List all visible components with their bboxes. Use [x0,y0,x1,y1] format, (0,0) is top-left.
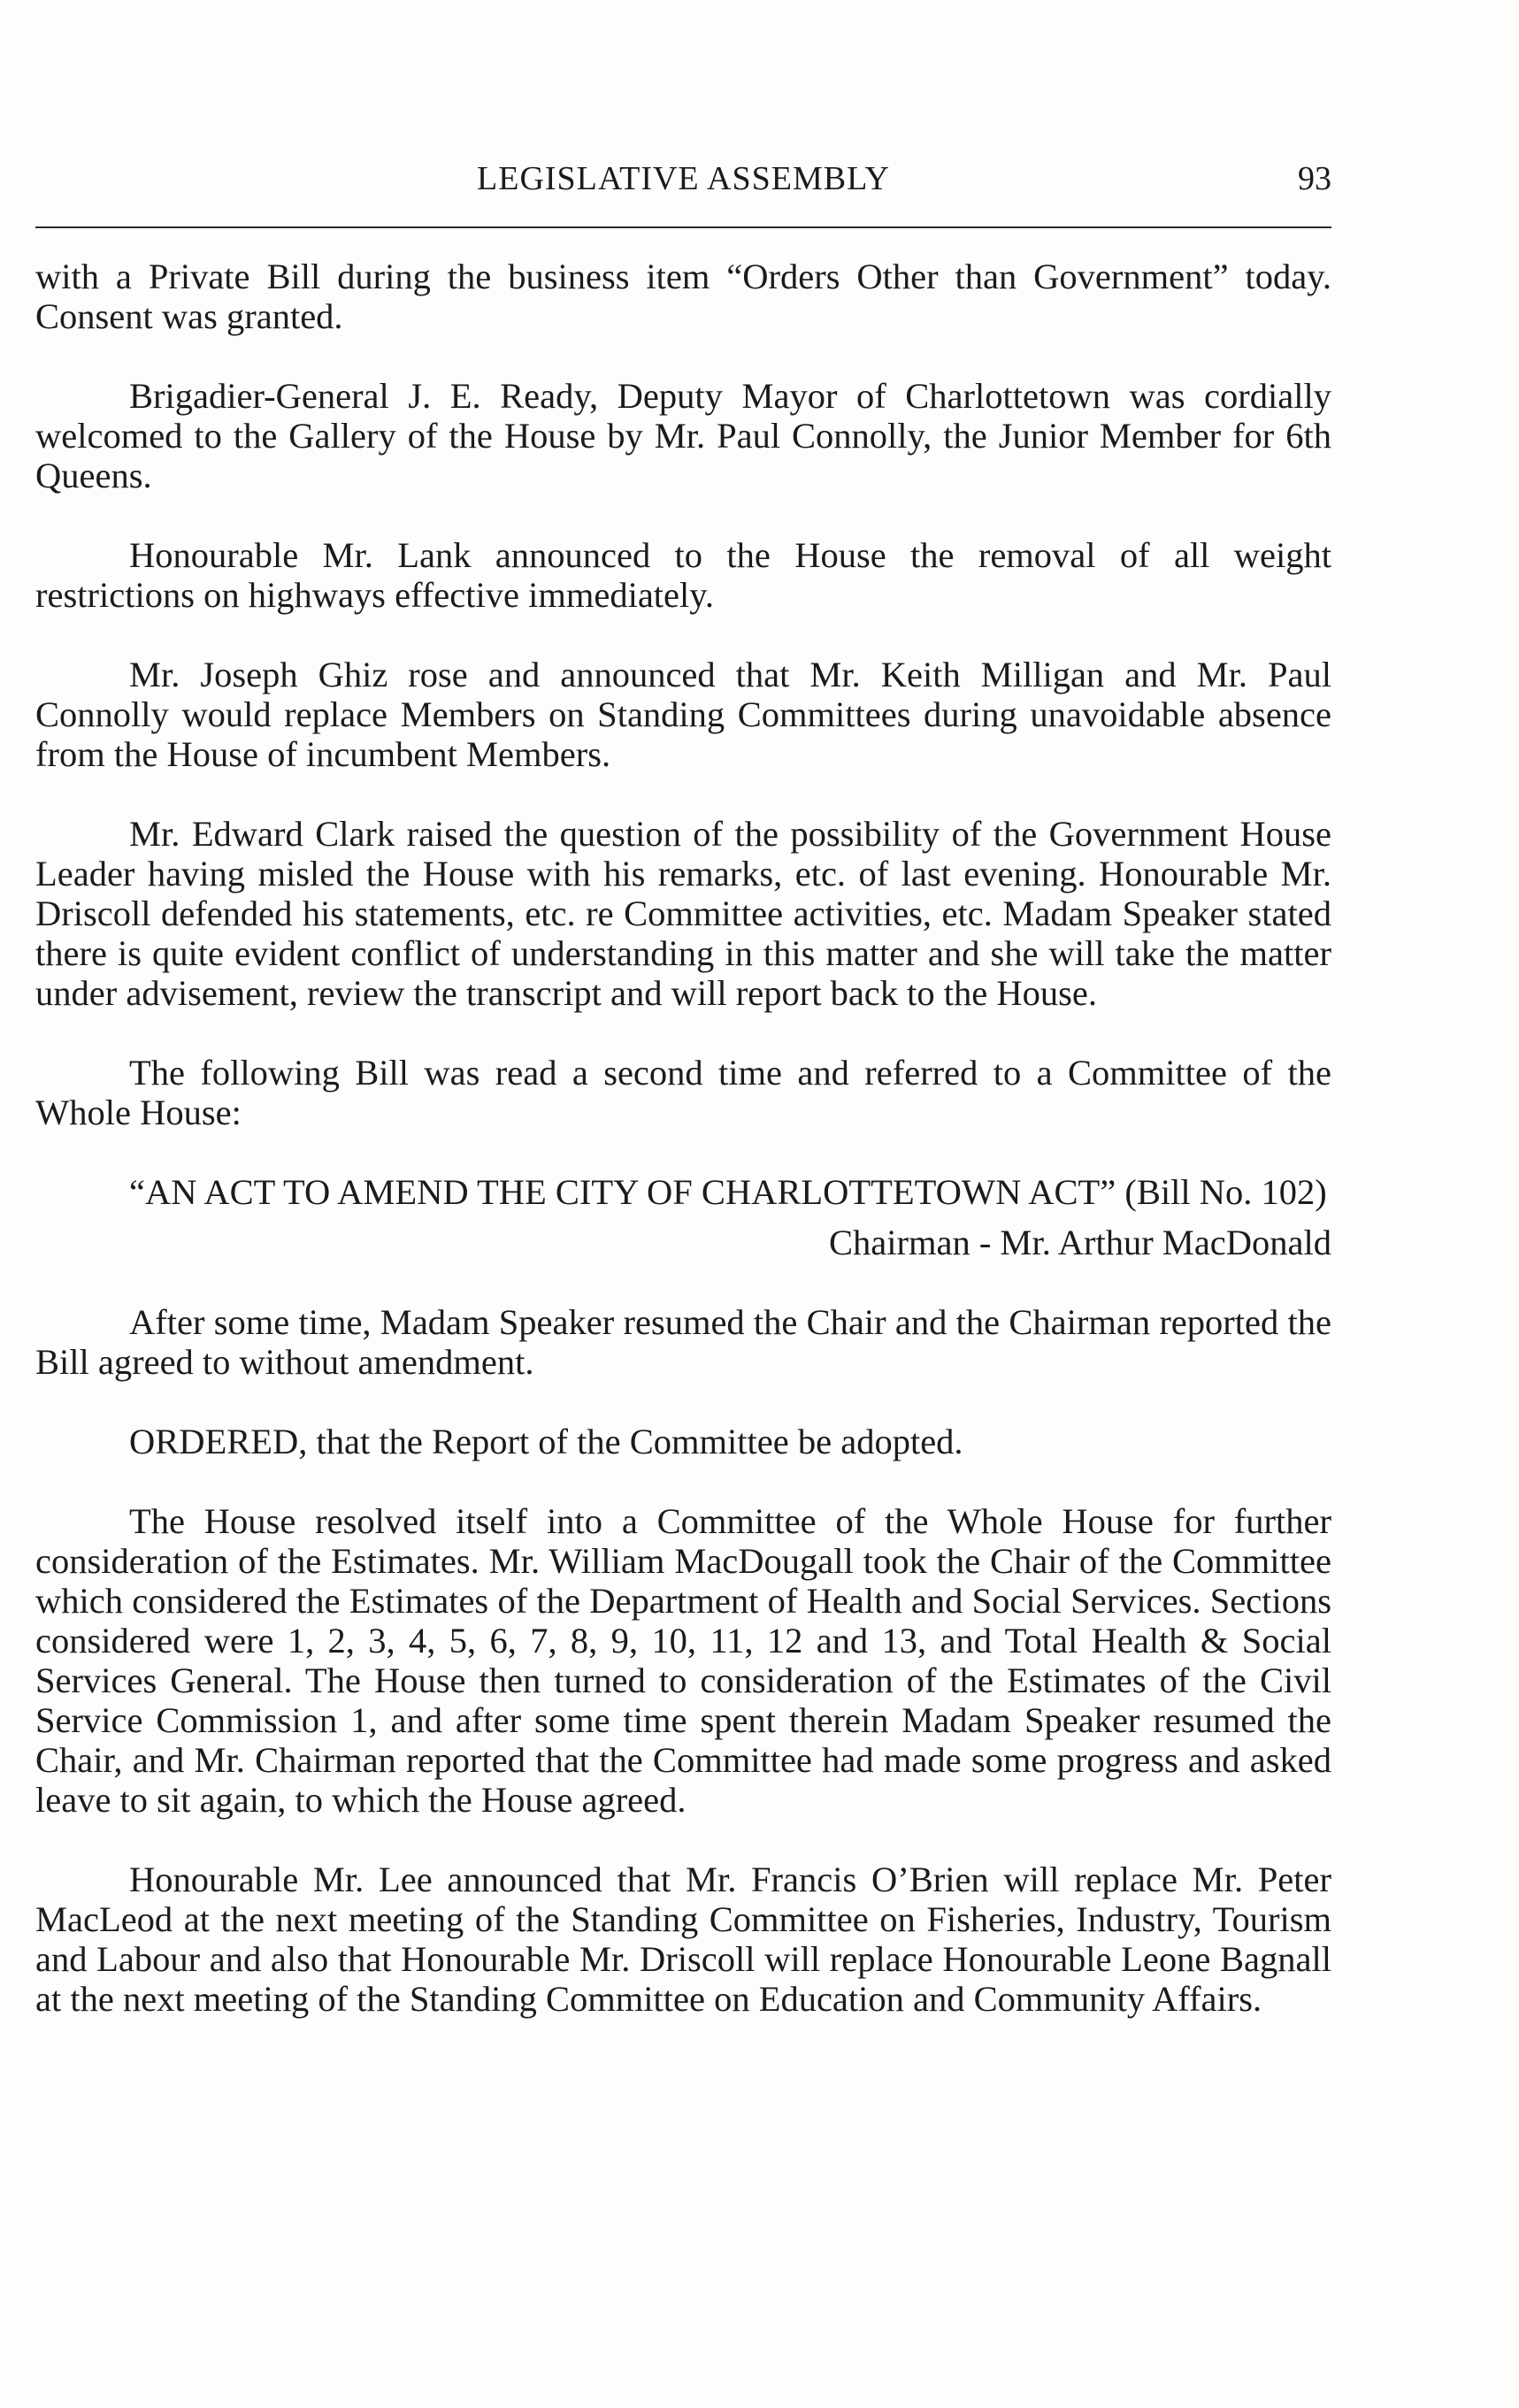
paragraph-lank-announcement: Honourable Mr. Lank announced to the House the removal of all weight restrictions on highways effective immediately. [35,535,1331,615]
paragraph-lee-announcement: Honourable Mr. Lee announced that Mr. Francis O’Brien will replace Mr. Peter MacLeod at the next meeting of the Standing Committee on Fisheries, Industry, Tourism and Labour and also that Honourable Mr. Driscoll will replace Honourable Leone Bagnall at the next meeting of the Standing Committee on Education and Community Affairs. [35,1860,1331,2019]
paragraph-ghiz-announcement: Mr. Joseph Ghiz rose and announced that Mr. Keith Milligan and Mr. Paul Connolly would replace Members on Standing Committees during unavoidable absence from the House of incumbent Members. [35,655,1331,774]
page-number: 93 [1298,160,1331,197]
paragraph-continuation: with a Private Bill during the business item “Orders Other than Government” today. Consent was granted. [35,257,1331,336]
paragraph-clark-question: Mr. Edward Clark raised the question of the possibility of the Government House Leader having misled the House with his remarks, etc. of last evening. Honourable Mr. Driscoll defended his statements, etc. re Committee activities, etc. Madam Speaker stated there is quite evident conflict of understanding in this matter and she will take the matter under advisement, review the transcript and will report back to the House. [35,814,1331,1013]
page-header [35,159,1331,212]
body-text [35,257,1331,2019]
paragraph-second-reading: The following Bill was read a second time and referred to a Committee of the Whole House: [35,1053,1331,1132]
paragraph-ordered: ORDERED, that the Report of the Committee be adopted. [129,1422,963,1461]
bill-title: “AN ACT TO AMEND THE CITY OF CHARLOTTETOWN ACT” (Bill No. 102) [129,1172,1327,1212]
chairman-line: Chairman - Mr. Arthur MacDonald [828,1223,1331,1262]
paragraph-estimates: The House resolved itself into a Committee of the Whole House for further consideration of the Estimates. Mr. William MacDougall took the Chair of the Committee which considered the Estimates of the Department of Health and Social Services. Sections considered were 1, 2, 3, 4, 5, 6, 7, 8, 9, 10, 11, 12 and 13, and Total Health & Social Services General. The House then turned to consideration of the Estimates of the Civil Service Commission 1, and after some time spent therein Madam Speaker resumed the Chair, and Mr. Chairman reported that the Committee had made some progress and asked leave to sit again, to which the House agreed. [35,1501,1331,1820]
paragraph-ready-welcome: Brigadier-General J. E. Ready, Deputy Mayor of Charlottetown was cordially welcomed to the Gallery of the House by Mr. Paul Connolly, the Junior Member for 6th Queens. [35,376,1331,495]
header-rule [35,226,1331,228]
running-head: LEGISLATIVE ASSEMBLY [477,160,890,197]
paragraph-bill-reported: After some time, Madam Speaker resumed the Chair and the Chairman reported the Bill agreed to without amendment. [35,1302,1331,1382]
